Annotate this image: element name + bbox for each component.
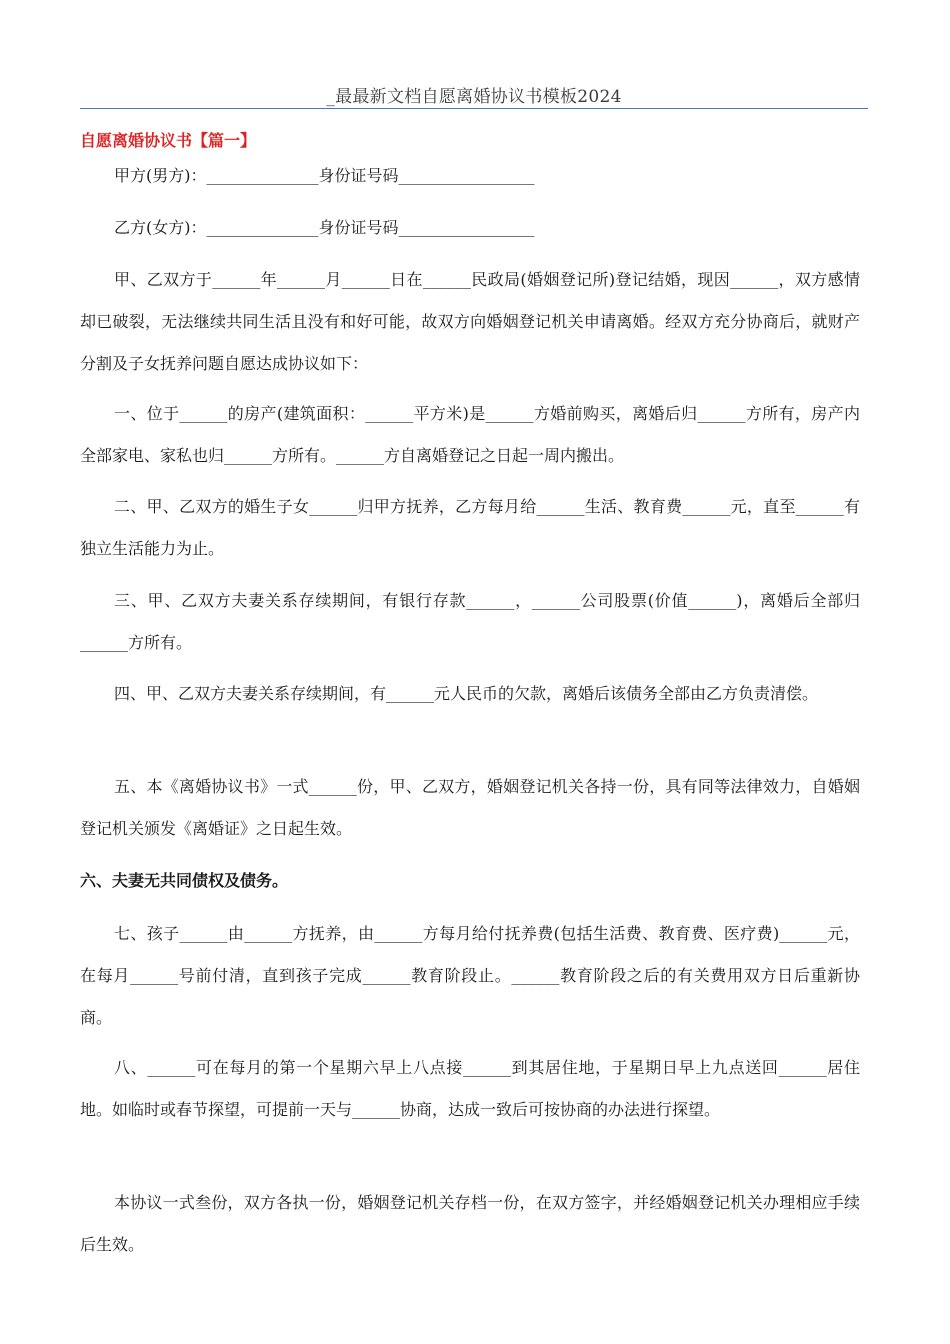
intro-paragraph: 甲、乙双方于______年______月______日在______民政局(婚姻登记所)登记结婚，现因______，双方感情却已破裂，无法继续共同生活且没有和好可能，故双方向婚姻登记机关申请离婚。经双方充分协商后，就财产分割及子女抚养问题自愿达成协议如下： [80, 270, 860, 373]
clause-no-debts: 六、夫妻无共同债权及债务。 [80, 871, 289, 890]
closing-paragraph: 本协议一式叁份，双方各执一份，婚姻登记机关存档一份，在双方签字，并经婚姻登记机关办理相应手续后生效。 [80, 1193, 860, 1254]
clause-property: 一、位于______的房产(建筑面积：______平方米)是______方婚前购买，离婚后归______方所有，房产内全部家电、家私也归______方所有。______方自离婚登记之日起一周内搬出。 [80, 404, 860, 465]
header-divider [80, 108, 868, 109]
party-a-line: 甲方(男方)：______________身份证号码_________________ [114, 166, 535, 185]
clause-debt: 四、甲、乙双方夫妻关系存续期间，有______元人民币的欠款，离婚后该债务全部由乙方负责清偿。 [114, 684, 819, 703]
clause-savings: 三、甲、乙双方夫妻关系存续期间，有银行存款______，______公司股票(价值______)，离婚后全部归______方所有。 [80, 591, 860, 652]
clause-copies: 五、本《离婚协议书》一式______份，甲、乙双方，婚姻登记机关各持一份，具有同等法律效力，自婚姻登记机关颁发《离婚证》之日起生效。 [80, 777, 860, 838]
clause-custody: 七、孩子______由______方抚养，由______方每月给付抚养费(包括生活费、教育费、医疗费)______元，在每月______号前付清，直到孩子完成______教育阶段止。______教育阶段之后的有关费用双方日后重新协商。 [80, 924, 860, 1027]
section-title: 自愿离婚协议书【篇一】 [80, 131, 257, 150]
clause-child-support: 二、甲、乙双方的婚生子女______归甲方抚养，乙方每月给______生活、教育费______元，直至______有独立生活能力为止。 [80, 497, 860, 558]
party-b-line: 乙方(女方)：______________身份证号码_________________ [114, 218, 535, 237]
clause-visitation: 八、______可在每月的第一个星期六早上八点接______到其居住地，于星期日早上九点送回______居住地。如临时或春节探望，可提前一天与______协商，达成一致后可按协商的办法进行探望。 [80, 1058, 860, 1119]
page-header: _最最新文档自愿离婚协议书模板2024 [326, 87, 622, 107]
